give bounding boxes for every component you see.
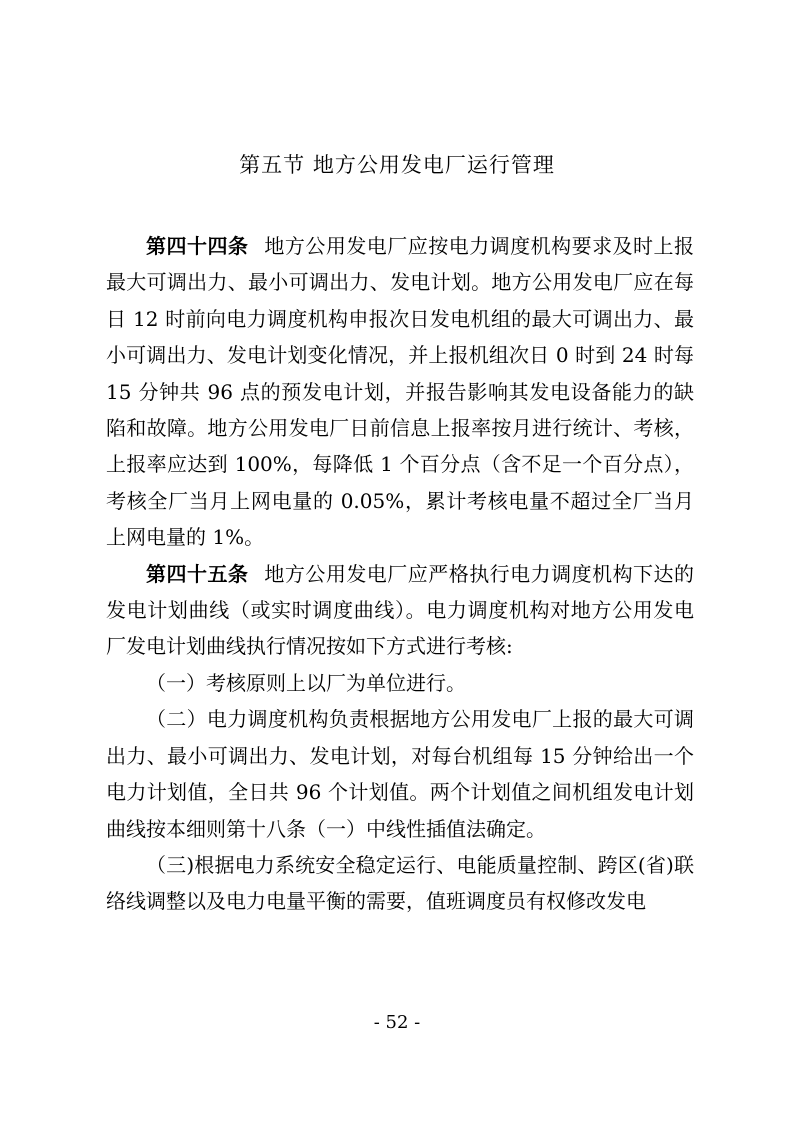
- body-text: [106, 228, 694, 920]
- article-45: [106, 556, 694, 665]
- item-3: （三)根据电力系统安全稳定运行、电能质量控制、跨区(省)联络线调整以及电力电量平衡的需要，值班调度员有权修改发电: [106, 852, 694, 914]
- article-44: [106, 228, 694, 556]
- item-1: （一）考核原则上以厂为单位进行。: [146, 670, 466, 695]
- article-text: 地方公用发电厂应按电力调度机构要求及时上报最大可调出力、最小可调出力、发电计划。地方公用发电厂应在每日 12 时前向电力调度机构申报次日发电机组的最大可调出力、最小可调出力、发电计划变化情况，并上报机组次日 0 时到 24 时每 15 分钟共 96 点的预发电计划，并报告影响其发电设备能力的缺陷和故障。地方公用发电厂日前信息上报率按月进行统计、考核，上报率应达到 100%，每降低 1 个百分点（含不足一个百分点），考核全厂当月上网电量的 0.05%，累计考核电量不超过全厂当月上网电量的 1%。: [106, 234, 695, 550]
- page-number: - 52 -: [373, 1012, 421, 1033]
- article-text: 地方公用发电厂应严格执行电力调度机构下达的发电计划曲线（或实时调度曲线）。电力调度机构对地方公用发电厂发电计划曲线执行情况按如下方式进行考核:: [106, 561, 695, 659]
- article-number: 第四十五条: [146, 561, 249, 586]
- item-2: （二）电力调度机构负责根据地方公用发电厂上报的最大可调出力、最小可调出力、发电计划，对每台机组每 15 分钟给出一个电力计划值，全日共 96 个计划值。两个计划值之间机组发电计划曲线按本细则第十八条（一）中线性插值法确定。: [106, 707, 694, 841]
- section-title: 第五节 地方公用发电厂运行管理: [239, 153, 555, 177]
- article-number: 第四十四条: [146, 234, 249, 258]
